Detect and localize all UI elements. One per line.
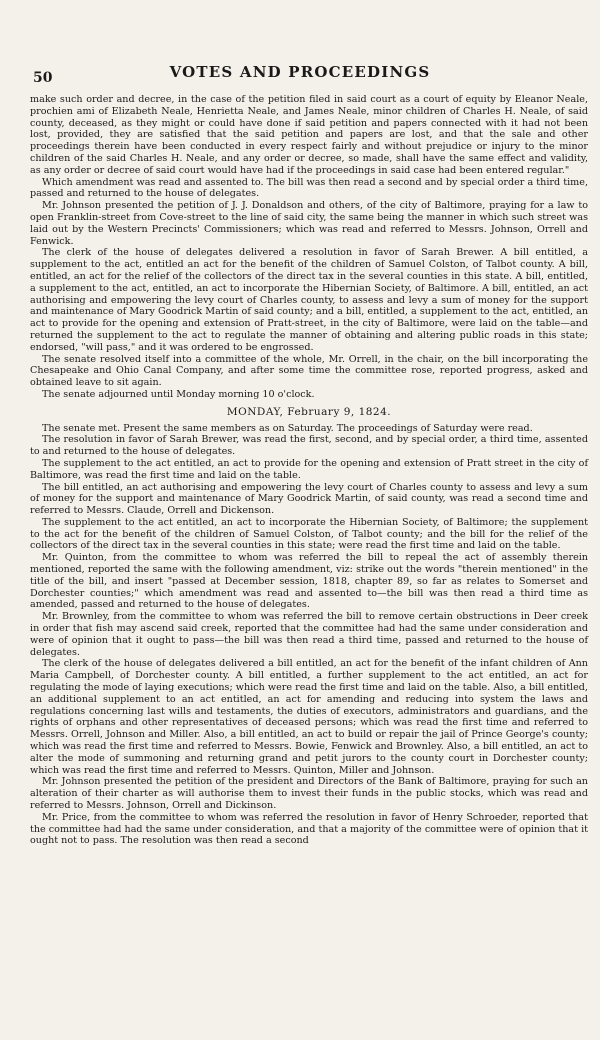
page-number: 50	[33, 70, 53, 86]
paragraph: The bill entitled, an act authorising and empowering the levy court of Charles county to assess and levy a sum of money for the support and maintenance of Mary Goodrick Martin, of said county, was read a second time and referred to Messrs. Claude, Orrell and Dickenson.	[30, 481, 588, 517]
paragraph: The supplement to the act entitled, an act to incorporate the Hibernian Society, of Baltimore; the supplement to the act for the benefit of the children of Samuel Colston, of Talbot county; and the bill for the relief of the collectors of the direct tax in the several counties in this state; were read the first time and laid on the table.	[30, 516, 588, 552]
paragraph: The resolution in favor of Sarah Brewer, was read the first, second, and by special order, a third time, assented to and returned to the house of delegates.	[30, 434, 588, 458]
body-text	[30, 94, 588, 847]
paragraph: The clerk of the house of delegates delivered a bill entitled, an act for the benefit of the infant children of Ann Maria Campbell, of Dorchester county. A bill entitled, a further supplement to the act entitled, an act for regulating the mode of laying executions; which were read the first time and laid on the table. Also, a bill entitled, an additional supplement to an act entitled, an act for amending and reducing into system the laws and regulations concerning last wills and testaments, the duties of executors, administrators and guardians, and the rights of orphans and other representatives of deceased persons; which was read the first time and referred to Messrs. Orrell, Johnson and Miller. Also, a bill entitled, an act to build or repair the jail of Prince George's county; which was read the first time and referred to Messrs. Bowie, Fenwick and Brownley. Also, a bill entitled, an act to alter the mode of summoning and returning grand and petit jurors to the county court in Dorchester county; which was read the first time and referred to Messrs. Quinton, Miller and Johnson.	[30, 658, 588, 776]
paragraph: make such order and decree, in the case of the petition filed in said court as a court of equity by Eleanor Neale, prochien ami of Elizabeth Neale, Henrietta Neale, and James Neale, minor children of Charles H. Neale, of said county, deceased, as they might or could have done if said petition and papers connected with it had not been lost, provided, they are satisfied that the said petition and papers are lost, and that the sale and other proceedings therein have been conducted in every respect fairly and without prejudice or injury to the minor children of the said Charles H. Neale, and any order or decree, so made, shall have the same effect and validity, as any order or decree of said court would have had if the proceedings in said case had been entered regular."	[30, 94, 588, 176]
paragraph: Which amendment was read and assented to. The bill was then read a second and by special order a third time, passed and returned to the house of delegates.	[30, 176, 588, 200]
paragraph: Mr. Price, from the committee to whom was referred the resolution in favor of Henry Schroeder, reported that the committee had had the same under consideration, and that a majority of the committee were of opinion that it ought not to pass. The resolution was then read a second	[30, 811, 588, 847]
paragraph: The senate adjourned until Monday morning 10 o'clock.	[42, 388, 315, 400]
paragraph: The supplement to the act entitled, an act to provide for the opening and extension of Pratt street in the city of Baltimore, was read the first time and laid on the table.	[30, 457, 588, 481]
paragraph: Mr. Johnson presented the petition of the president and Directors of the Bank of Baltimore, praying for such an alteration of their charter as will authorise them to invest their funds in the public stocks, which was read and referred to Messrs. Johnson, Orrell and Dickinson.	[30, 776, 588, 812]
paragraph: The clerk of the house of delegates delivered a resolution in favor of Sarah Brewer. A bill entitled, a supplement to the act, entitled an act for the benefit of the children of Samuel Colston, of Talbot county. A bill, entitled, an act for the relief of the collectors of the direct tax in the several counties in this state. A bill, entitled, a supplement to the act, entitled, an act to incorporate the Hibernian Society, of Baltimore. A bill, entitled, an act authorising and empowering the levy court of Charles county, to assess and levy a sum of money for the support and maintenance of Mary Goodrick Martin of said county; and a bill, entitled, a supplement to the act, entitled, an act to provide for the opening and extension of Pratt-street, in the city of Baltimore, were laid on the table—and returned the supplement to the act to regulate the manner of obtaining and altering public roads in this state; endorsed, "will pass," and it was ordered to be engrossed.	[30, 247, 588, 353]
paragraph: The senate met. Present the same members as on Saturday. The proceedings of Saturday were read.	[42, 422, 533, 434]
running-head: VOTES AND PROCEEDINGS	[169, 63, 431, 81]
paragraph: The senate resolved itself into a committee of the whole, Mr. Orrell, in the chair, on the bill incorporating the Chesapeake and Ohio Canal Company, and after some time the committee rose, reported progress, asked and obtained leave to sit again.	[30, 353, 588, 389]
paragraph: Mr. Quinton, from the committee to whom was referred the bill to repeal the act of assembly therein mentioned, reported the same with the following amendment, viz: strike out the words "therein mentioned" in the title of the bill, and insert "passed at December session, 1818, chapter 89, so far as relates to Somerset and Dorchester counties;" which amendment was read and assented to—the bill was then read a third time as amended, passed and returned to the house of delegates.	[30, 552, 588, 611]
paragraph: Mr. Johnson presented the petition of J. J. Donaldson and others, of the city of Baltimore, praying for a law to open Franklin-street from Cove-street to the line of said city, the same being the manner in which such street was laid out by the Western Precincts' Commissioners; which was read and referred to Messrs. Johnson, Orrell and Fenwick.	[30, 200, 588, 247]
paragraph: Mr. Brownley, from the committee to whom was referred the bill to remove certain obstructions in Deer creek in order that fish may ascend said creek, reported that the committee had had the same under consideration and were of opinion that it ought to pass—the bill was then read a third time, passed and returned to the house of delegates.	[30, 611, 588, 658]
date-heading: MONDAY, February 9, 1824.	[226, 405, 392, 418]
